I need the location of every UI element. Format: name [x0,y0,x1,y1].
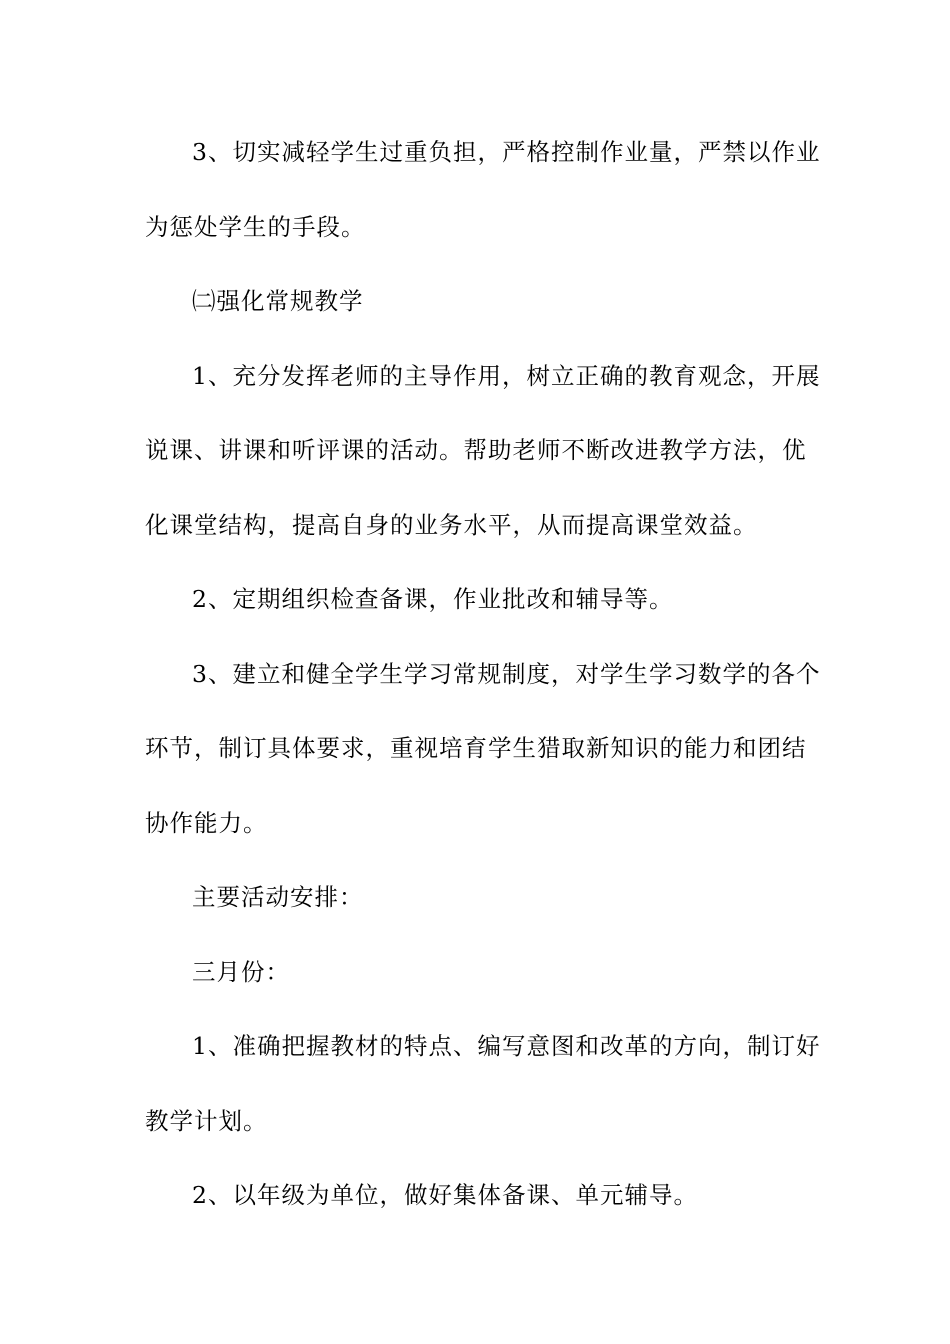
section-heading: 主要活动安排： [192,883,364,911]
month-heading: 三月份： [192,957,290,986]
document-body [145,127,821,1245]
text-line: 教学计划。 [145,1106,268,1135]
text-line: 2、定期组织检查备课，作业批改和辅导等。 [192,585,674,613]
section-heading: ㈡强化常规教学 [192,287,364,315]
text-line: 1、准确把握教材的特点、编写意图和改革的方向，制订好 [192,1032,821,1060]
text-line: 为惩处学生的手段。 [145,212,366,241]
text-line: 说课、讲课和听评课的活动。帮助老师不断改进教学方法，优 [145,436,807,464]
text-line: 3、建立和健全学生学习常规制度，对学生学习数学的各个 [192,659,821,688]
text-line: 1、充分发挥老师的主导作用，树立正确的教育观念，开展 [192,361,821,390]
text-line: 环节，制订具体要求，重视培育学生猎取新知识的能力和团结 [145,734,807,762]
text-line: 2、以年级为单位，做好集体备课、单元辅导。 [192,1181,698,1209]
text-line: 3、切实减轻学生过重负担，严格控制作业量，严禁以作业 [192,138,821,166]
text-line: 化课堂结构，提高自身的业务水平，从而提高课堂效益。 [145,510,758,539]
text-line: 协作能力。 [145,808,268,837]
